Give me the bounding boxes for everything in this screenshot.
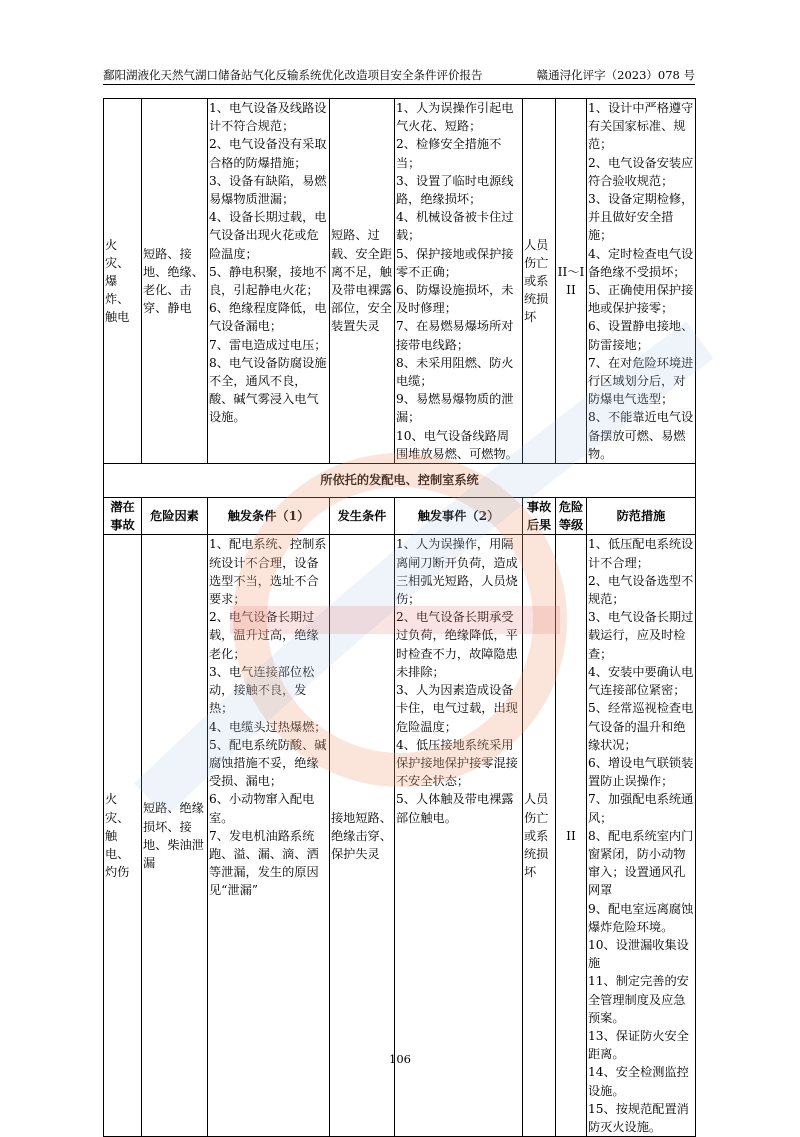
column-header-condition: 发生条件 xyxy=(330,498,395,535)
report-title: 鄱阳湖液化天然气湖口储备站气化反输系统优化改造项目安全条件评价报告 xyxy=(103,68,483,82)
hazard-factors-cell: 短路、绝缘损坏、接地、柴油泄漏 xyxy=(142,535,208,1137)
trigger-event-2-text: 1、人为误操作引起电气火花、短路； 2、检修安全措施不当； 3、设置了临时电源线路，绝缘损坏； 4、机械设备被卡住过载； 5、保护接地或保护接零不正确； 6、防爆设施损坏，未及时修理； 7、在易燃易爆场所对接带电线路； 8、未采用阻燃、防火电缆； 9、易燃易爆物质的泄漏； 10、电气设备线路周围堆放易燃、可燃物。 xyxy=(396,101,518,461)
preventive-measures-text: 1、设计中严格遵守有关国家标准、规范； 2、电气设备安装应符合验收规范； 3、设备定期检修，并且做好安全措施； 4、定时检查电气设备绝缘不受损坏； 5、正确使用保护接地或保护接零； 6、设置静电接地、防雷接地； 7、在对危险环境进行区域划分后，对防爆电气选型； 8、不能靠近电气设备摆放可燃、易燃物。 xyxy=(588,101,694,461)
potential-accident-cell: 火灾、爆炸、触电 xyxy=(104,99,142,464)
trigger-event-2-cell xyxy=(395,535,523,1137)
hazard-factors-cell: 短路、接地、绝缘、老化、击穿、静电 xyxy=(142,99,208,464)
page-number: 106 xyxy=(389,1052,411,1066)
column-header-level: 危险等级 xyxy=(556,498,587,535)
occurrence-condition-cell: 短路、过载、安全距离不足，触及带电裸露部位，安全装置失灵 xyxy=(330,99,395,464)
report-number: 赣通浔化评字（2023）078 号 xyxy=(536,68,695,82)
column-header-factors: 危险因素 xyxy=(142,498,208,535)
hazard-analysis-table xyxy=(103,98,696,1137)
trigger-event-2-text: 1、人为误操作，用隔离闸刀断开负荷，造成三相弧光短路，人员烧伤； 2、电气设备长期承受过负荷，绝缘降低，平时检查不力，故障隐患未排除； 3、人为因素造成设备卡住，电气过载，出现危险温度； 4、低压接地系统采用保护接地保护接零混接不安全状态； 5、人体触及带电裸露部位触电。 xyxy=(396,537,518,825)
occurrence-condition-cell: 接地短路、绝缘击穿、保护失灵 xyxy=(330,535,395,1137)
preventive-measures-cell xyxy=(587,99,696,464)
trigger-event-2-cell xyxy=(395,99,523,464)
accident-consequence-cell: 人员伤亡或系统损坏 xyxy=(523,99,556,464)
trigger-condition-1-cell xyxy=(208,99,330,464)
table-row xyxy=(104,535,696,1137)
accident-consequence-cell: 人员伤亡或系统损坏 xyxy=(523,535,556,1137)
page-header xyxy=(103,66,695,85)
column-header-trigger-1: 触发条件（1） xyxy=(208,498,330,535)
column-header-measures: 防范措施 xyxy=(587,498,696,535)
hazard-level-cell: II xyxy=(556,535,587,1137)
preventive-measures-cell xyxy=(587,535,696,1137)
column-header-consequence: 事故后果 xyxy=(523,498,556,535)
trigger-condition-1-text: 1、电气设备及线路设计不符合规范； 2、电气设备没有采取合格的防爆措施； 3、设备有缺陷，易燃易爆物质泄漏； 4、设备长期过载，电气设备出现火花或危险温度； 5、静电积聚，接地不良，引起静电火花； 6、绝缘程度降低，电气设备漏电； 7、雷电造成过电压； 8、电气设备防腐设施不全，通风不良，酸、碱气雾浸入电气设施。 xyxy=(209,101,327,425)
potential-accident-cell: 火灾、触电、灼伤 xyxy=(104,535,142,1137)
column-header-accident: 潜在事故 xyxy=(104,498,142,535)
trigger-condition-1-text: 1、配电系统、控制系统设计不合理，设备选型不当，选址不合要求； 2、电气设备长期过载，温升过高，绝缘老化； 3、电气连接部位松动，接触不良，发热； 4、电缆头过热爆燃； 5、配电系统防酸、碱腐蚀措施不妥，绝缘受损、漏电； 6、小动物窜入配电室。 7、发电机油路系统跑、溢、漏、滴、洒等泄漏，发生的原因见“泄漏” xyxy=(209,537,327,898)
table-row xyxy=(104,99,696,464)
section-row xyxy=(104,464,696,498)
trigger-condition-1-cell xyxy=(208,535,330,1137)
column-header-trigger-2: 触发事件（2） xyxy=(395,498,523,535)
preventive-measures-text: 1、低压配电系统设计不合理； 2、电气设备选型不规范； 3、电气设备长期过载运行，应及时检查； 4、安装中要确认电气连接部位紧密； 5、经常巡视检查电气设备的温升和绝缘状况； 6、增设电气联锁装置防止误操作； 7、加强配电系统通风； 8、配电系统室内门窗紧闭，防小动物窜入；设置通风孔网罩 9、配电室远离腐蚀爆炸危险环境。 10、设泄漏收集设施 11、制定完善的安全管理制度及应急预案。 13、保证防火安全距离。 14、安全检测监控设施。 15、按规范配置消防灭火设施。 xyxy=(588,537,694,1134)
hazard-level-cell: II～III xyxy=(556,99,587,464)
section-title: 所依托的发配电、控制室系统 xyxy=(104,464,696,498)
column-header-row xyxy=(104,498,696,535)
